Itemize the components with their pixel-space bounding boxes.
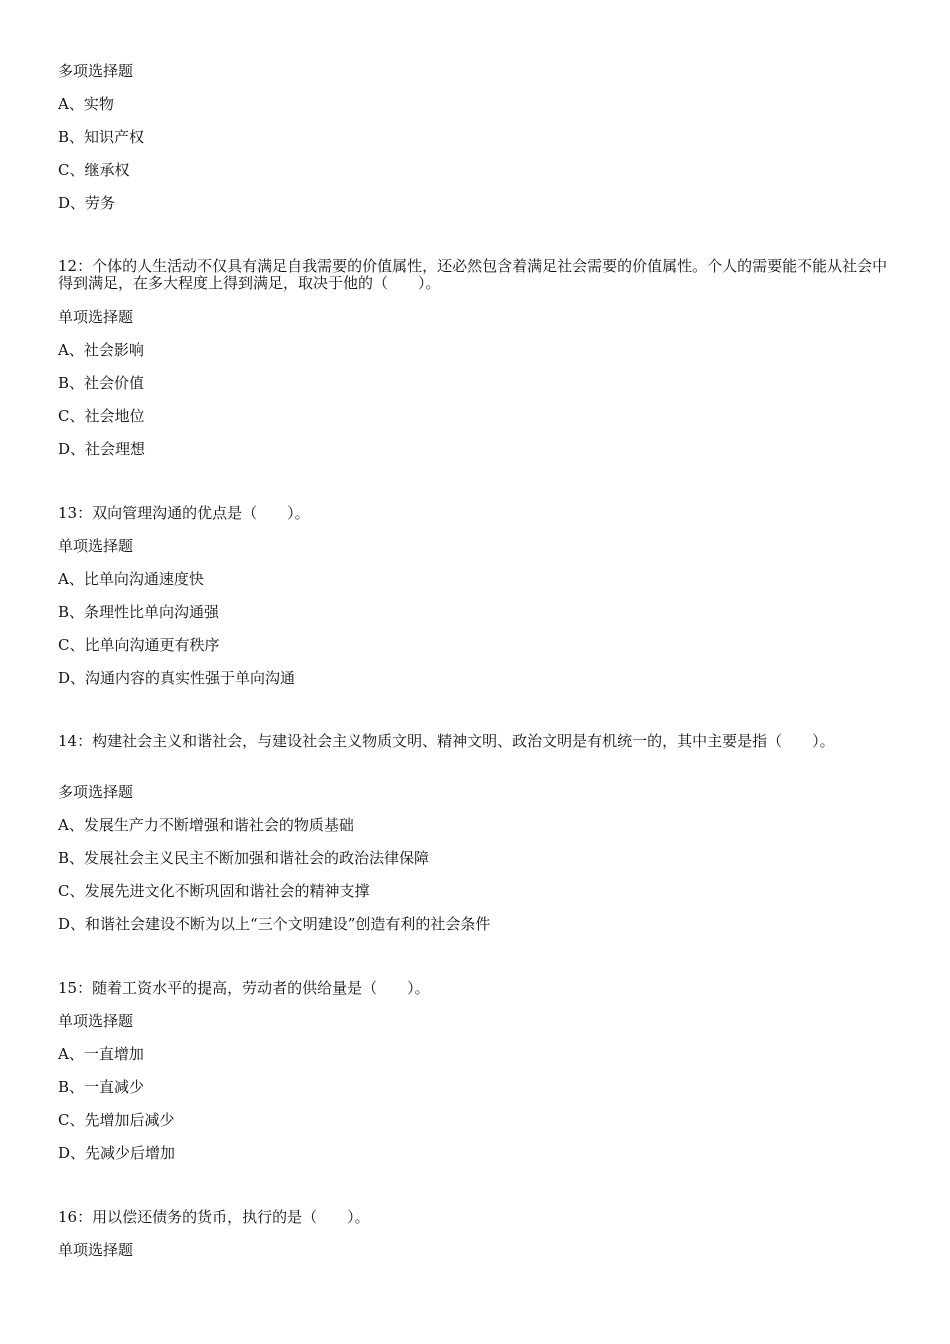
q13-option-b: B、条理性比单向沟通强 bbox=[58, 603, 220, 621]
q11-type: 多项选择题 bbox=[58, 62, 134, 80]
q16-stem: 16：用以偿还债务的货币，执行的是（ ）。 bbox=[58, 1208, 370, 1226]
q11-option-a: A、实物 bbox=[58, 95, 114, 113]
q15-option-a: A、一直增加 bbox=[58, 1045, 144, 1063]
q15-option-c: C、先增加后减少 bbox=[58, 1111, 175, 1129]
q14-option-a: A、发展生产力不断增强和谐社会的物质基础 bbox=[58, 816, 354, 834]
q11-option-b: B、知识产权 bbox=[58, 128, 145, 146]
q14-stem: 14：构建社会主义和谐社会，与建设社会主义物质文明、精神文明、政治文明是有机统一的，其中主要是指（ ）。 bbox=[58, 732, 835, 750]
q11-option-d: D、劳务 bbox=[58, 194, 116, 212]
q15-type: 单项选择题 bbox=[58, 1012, 134, 1030]
q15-option-d: D、先减少后增加 bbox=[58, 1144, 176, 1162]
q12-type: 单项选择题 bbox=[58, 308, 134, 326]
q11-option-c: C、继承权 bbox=[58, 161, 130, 179]
q12-option-a: A、社会影响 bbox=[58, 341, 144, 359]
q14-option-c: C、发展先进文化不断巩固和谐社会的精神支撑 bbox=[58, 882, 370, 900]
q12-option-b: B、社会价值 bbox=[58, 374, 145, 392]
q13-option-c: C、比单向沟通更有秩序 bbox=[58, 636, 220, 654]
q14-option-d: D、和谐社会建设不断为以上“三个文明建设”创造有利的社会条件 bbox=[58, 915, 491, 933]
q13-option-a: A、比单向沟通速度快 bbox=[58, 570, 204, 588]
q14-type: 多项选择题 bbox=[58, 783, 134, 801]
q15-option-b: B、一直减少 bbox=[58, 1078, 145, 1096]
q14-option-b: B、发展社会主义民主不断加强和谐社会的政治法律保障 bbox=[58, 849, 430, 867]
q13-option-d: D、沟通内容的真实性强于单向沟通 bbox=[58, 669, 296, 687]
q15-stem: 15：随着工资水平的提高，劳动者的供给量是（ ）。 bbox=[58, 979, 430, 997]
q12-option-c: C、社会地位 bbox=[58, 407, 145, 425]
q12-option-d: D、社会理想 bbox=[58, 440, 146, 458]
q12-stem: 12：个体的人生活动不仅具有满足自我需要的价值属性，还必然包含着满足社会需要的价值属性。个人的需要能不能从社会中得到满足，在多大程度上得到满足，取决于他的（ ）。 bbox=[58, 257, 888, 292]
q13-stem: 13：双向管理沟通的优点是（ ）。 bbox=[58, 504, 310, 522]
q16-type: 单项选择题 bbox=[58, 1241, 134, 1259]
q13-type: 单项选择题 bbox=[58, 537, 134, 555]
